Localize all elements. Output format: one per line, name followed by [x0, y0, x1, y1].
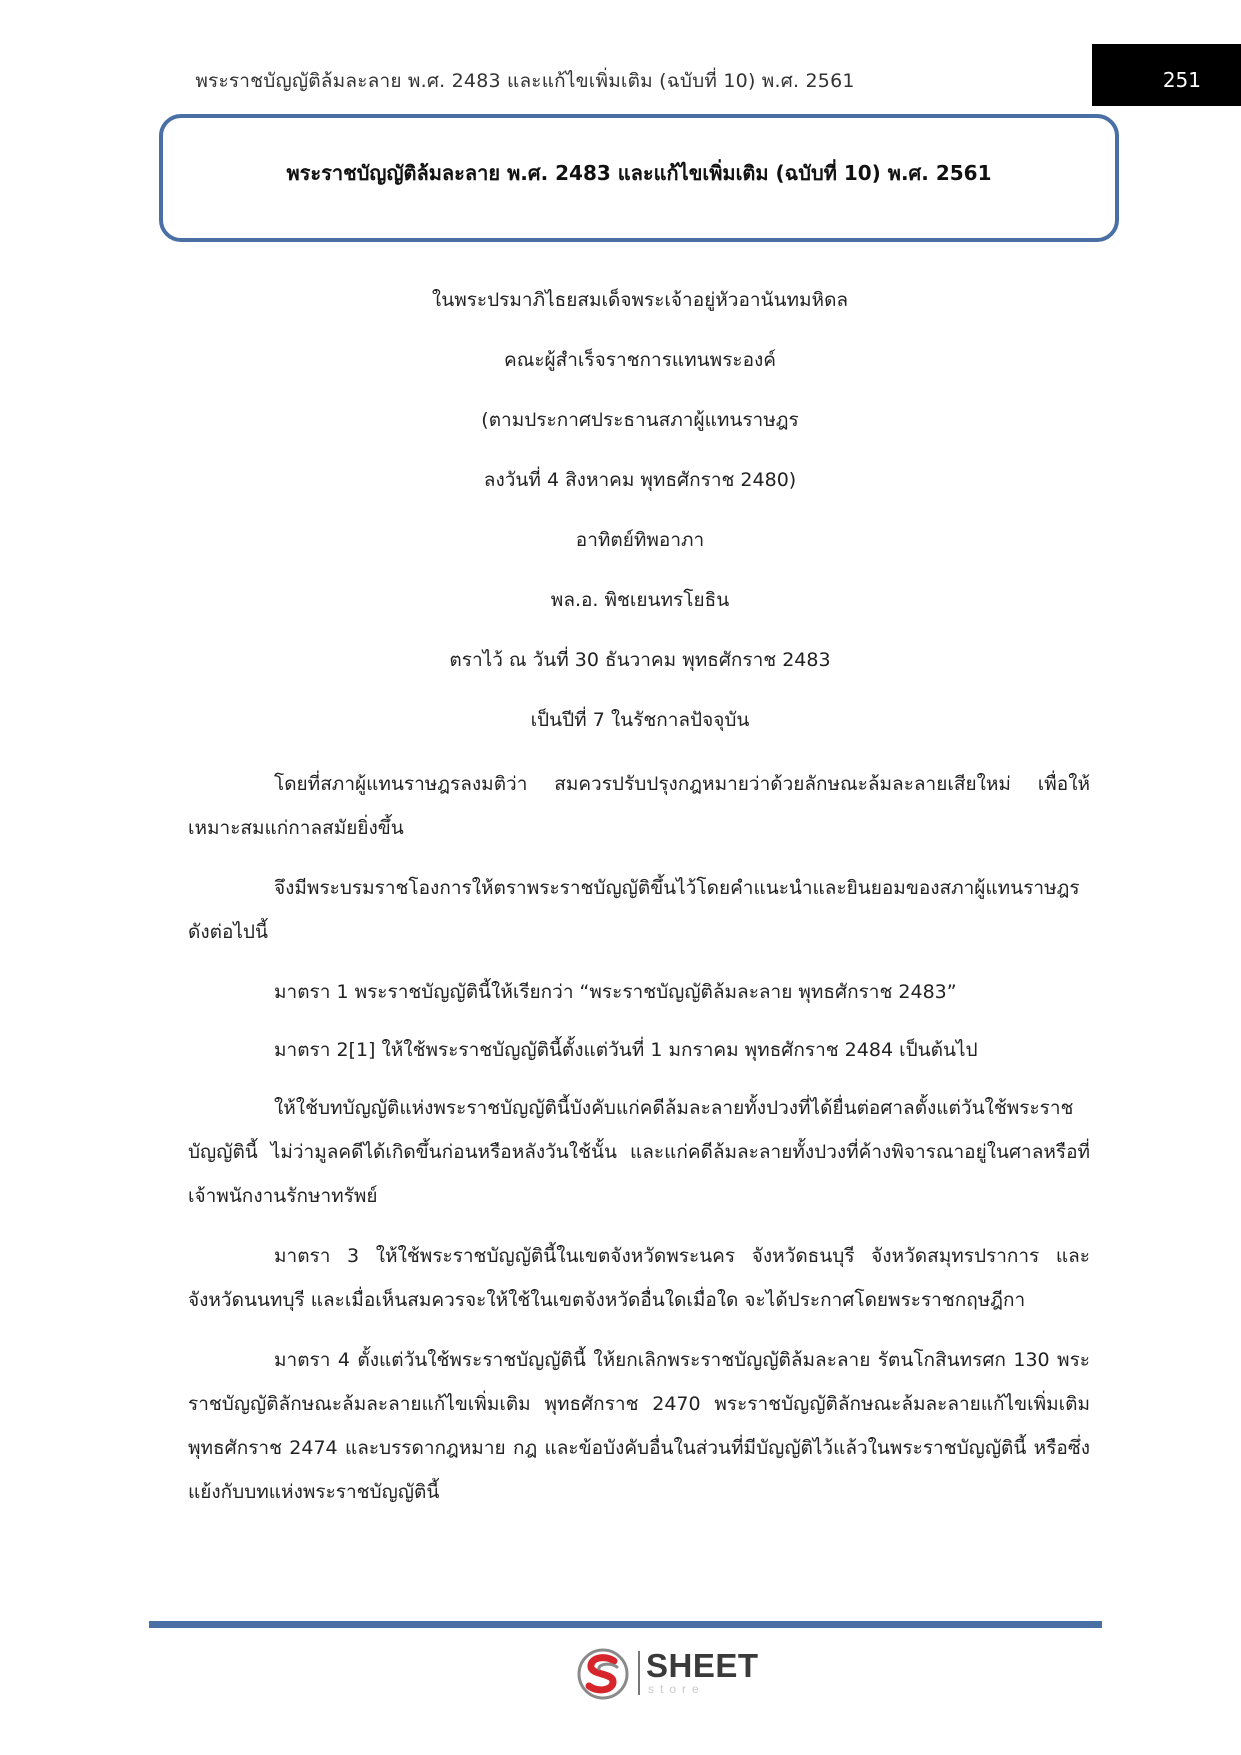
paragraph-enactment: จึงมีพระบรมราชโองการให้ตราพระราชบัญญัติขึ้นไว้โดยคำแนะนำและยินยอมของสภาผู้แทนราษฎร ดังต่อไปนี้: [188, 877, 1080, 943]
logo-brand: SHEET: [646, 1647, 759, 1684]
sheet-store-logo-icon: [576, 1647, 630, 1701]
logo-brand-sub: store: [648, 1682, 705, 1696]
preamble-line: พล.อ. พิชเยนทรโยธิน: [550, 589, 730, 611]
page-number-box: [1092, 44, 1241, 106]
preamble-line: อาทิตย์ทิพอาภา: [575, 529, 705, 551]
preamble-line: ในพระปรมาภิไธยสมเด็จพระเจ้าอยู่หัวอานันทมหิดล: [431, 289, 849, 311]
section-3: มาตรา 3 ให้ใช้พระราชบัญญัตินี้ในเขตจังหวัดพระนคร จังหวัดธนบุรี จังหวัดสมุทรปราการ และจังหวัดนนทบุรี และเมื่อเห็นสมควรจะให้ใช้ในเขตจังหวัดอื่นใดเมื่อใด จะได้ประกาศโดยพระราชกฤษฎีกา: [188, 1245, 1090, 1311]
title-box: [159, 114, 1119, 242]
document-title: พระราชบัญญัติล้มละลาย พ.ศ. 2483 และแก้ไขเพิ่มเติม (ฉบับที่ 10) พ.ศ. 2561: [286, 161, 992, 185]
footer-rule: [149, 1621, 1102, 1628]
preamble-line: ตราไว้ ณ วันที่ 30 ธันวาคม พุทธศักราช 2483: [449, 649, 831, 671]
preamble-line: เป็นปีที่ 7 ในรัชกาลปัจจุบัน: [530, 709, 750, 731]
section-2: มาตรา 2[1] ให้ใช้พระราชบัญญัตินี้ตั้งแต่วันที่ 1 มกราคม พุทธศักราช 2484 เป็นต้นไป: [274, 1039, 978, 1061]
running-header-title: พระราชบัญญัติล้มละลาย พ.ศ. 2483 และแก้ไขเพิ่มเติม (ฉบับที่ 10) พ.ศ. 2561: [195, 70, 855, 92]
preamble: [190, 280, 1090, 760]
page-number: 251: [1162, 68, 1201, 92]
section-1: มาตรา 1 พระราชบัญญัตินี้ให้เรียกว่า “พระราชบัญญัติล้มละลาย พุทธศักราช 2483”: [274, 981, 957, 1003]
body-text: [188, 762, 1090, 1530]
preamble-line: ลงวันที่ 4 สิงหาคม พุทธศักราช 2480): [483, 469, 797, 491]
section-4: มาตรา 4 ตั้งแต่วันใช้พระราชบัญญัตินี้ ให้ยกเลิกพระราชบัญญัติล้มละลาย รัตนโกสินทรศก 130 พระราชบัญญัติลักษณะล้มละลายแก้ไขเพิ่มเติม พุทธศักราช 2470 พระราชบัญญัติลักษณะล้มละลายแก้ไขเพิ่มเติม พุทธศักราช 2474 และบรรดากฎหมาย กฎ และข้อบังคับอื่นในส่วนที่มีบัญญัติไว้แล้วในพระราชบัญญัตินี้ หรือซึ่งแย้งกับบทแห่งพระราชบัญญัตินี้: [188, 1349, 1090, 1503]
sheet-store-logo: [576, 1645, 759, 1701]
section-2-clause: ให้ใช้บทบัญญัติแห่งพระราชบัญญัตินี้บังคับแก่คดีล้มละลายทั้งปวงที่ได้ยื่นต่อศาลตั้งแต่วันใช้พระราชบัญญัตินี้ ไม่ว่ามูลคดีได้เกิดขึ้นก่อนหรือหลังวันใช้นั้น และแก่คดีล้มละลายทั้งปวงที่ค้างพิจารณาอยู่ในศาลหรือที่เจ้าพนักงานรักษาทรัพย์: [188, 1097, 1090, 1207]
preamble-line: (ตามประกาศประธานสภาผู้แทนราษฎร: [481, 409, 799, 431]
preamble-line: คณะผู้สำเร็จราชการแทนพระองค์: [503, 349, 776, 371]
paragraph-preamble: โดยที่สภาผู้แทนราษฎรลงมติว่า สมควรปรับปรุงกฎหมายว่าด้วยลักษณะล้มละลายเสียใหม่ เพื่อให้เหมาะสมแก่กาลสมัยยิ่งขึ้น: [188, 773, 1090, 839]
logo-separator: [638, 1651, 640, 1695]
